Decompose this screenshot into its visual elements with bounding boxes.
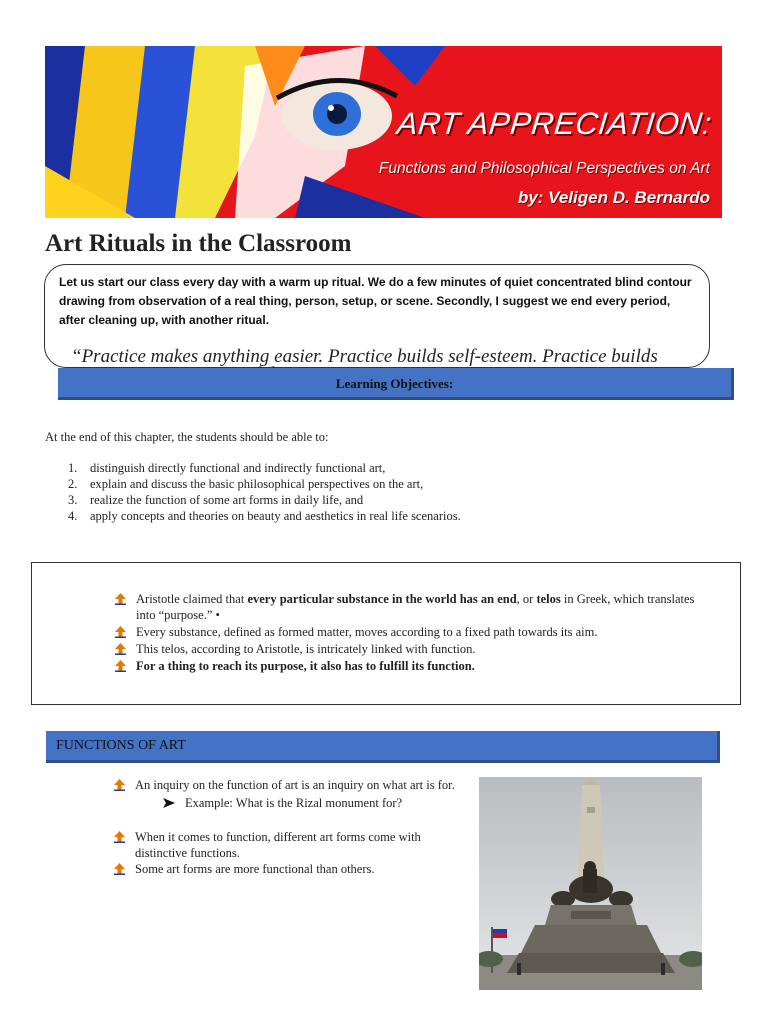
rituals-text: Let us start our class every day with a warm up ritual. We do a few minutes of quiet concentrated blind contour drawing from observation of a real thing, person, setup, or scene. Secondly, I suggest we end every period, after cleaning up, with another ritual. (59, 275, 692, 327)
aristotle-bullets (114, 591, 714, 675)
list-item: This telos, according to Aristotle, is intricately linked with function. (114, 641, 714, 657)
banner-title: ART APPRECIATION: (395, 106, 714, 141)
list-item: Aristotle claimed that every particular substance in the world has an end, or telos in Greek, which translates into “purpose.” • (114, 591, 714, 623)
aristotle-box (31, 562, 741, 705)
functions-of-art-bar (46, 731, 720, 763)
list-item: When it comes to function, different art forms come with distinctive functions. (113, 829, 463, 861)
rituals-callout (44, 264, 710, 368)
arrow-bullet-icon (114, 660, 127, 672)
rizal-monument-photo (479, 777, 702, 990)
functions-of-art-label: FUNCTIONS OF ART (56, 738, 186, 753)
list-item: 3. realize the function of some art forms in daily life, and (68, 493, 364, 507)
arrowhead-icon (163, 798, 175, 808)
list-item: For a thing to reach its purpose, it also has to fulfill its function. (114, 658, 714, 674)
rituals-heading: Art Rituals in the Classroom (45, 230, 352, 257)
arrow-bullet-icon (113, 863, 126, 875)
list-item: Every substance, defined as formed matter, moves according to a fixed path towards its aim. (114, 624, 714, 640)
banner-subtitle: Functions and Philosophical Perspectives on Art (378, 160, 710, 177)
arrow-bullet-icon (114, 593, 127, 605)
list-item: Example: What is the Rizal monument for? (113, 795, 463, 811)
arrow-bullet-icon (113, 831, 126, 843)
banner-author: by: Veligen D. Bernardo (517, 188, 710, 207)
list-item: 1. distinguish directly functional and indirectly functional art, (68, 461, 386, 475)
list-item: 2. explain and discuss the basic philosophical perspectives on the art, (68, 477, 424, 491)
arrow-bullet-icon (114, 643, 127, 655)
list-item: An inquiry on the function of art is an inquiry on what art is for. (113, 777, 463, 793)
header-banner (45, 46, 722, 218)
rituals-quote: “Practice makes anything easier. Practice builds self-esteem. Practice builds (71, 346, 658, 367)
spacer (113, 811, 463, 829)
list-item: 4. apply concepts and theories on beauty and aesthetics in real life scenarios. (68, 509, 461, 523)
list-item: Some art forms are more functional than others. (113, 861, 463, 877)
learning-objectives-bar (58, 368, 734, 400)
objectives-list (68, 460, 461, 524)
arrow-bullet-icon (113, 779, 126, 791)
functions-bullets (113, 777, 463, 877)
objectives-intro: At the end of this chapter, the students should be able to: (45, 430, 329, 444)
learning-objectives-label: Learning Objectives: (335, 376, 454, 391)
arrow-bullet-icon (114, 626, 127, 638)
